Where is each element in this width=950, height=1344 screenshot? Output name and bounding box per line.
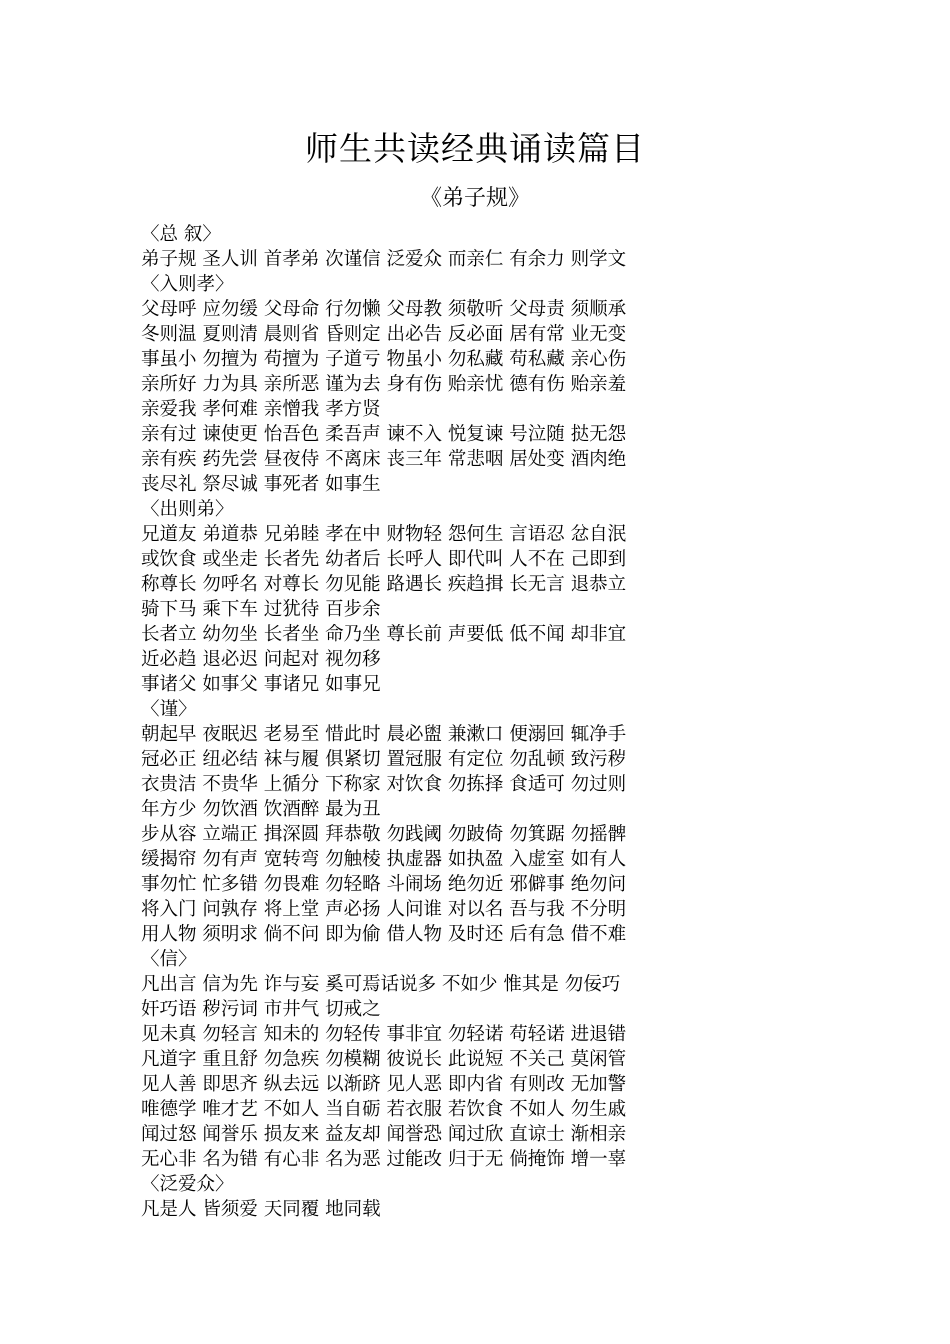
verse-line: 见人善 即思齐 纵去远 以渐跻 见人恶 即内省 有则改 无加警 — [141, 1074, 627, 1095]
verse-line: 亲有疾 药先尝 昼夜侍 不离床 丧三年 常悲咽 居处变 酒肉绝 — [141, 449, 627, 470]
verse-line: 年方少 勿饮酒 饮酒醉 最为丑 — [141, 799, 381, 820]
verse-line: 见未真 勿轻言 知未的 勿轻传 事非宜 勿轻诺 苟轻诺 进退错 — [141, 1024, 627, 1045]
verse-line: 亲有过 谏使更 怡吾色 柔吾声 谏不入 悦复谏 号泣随 挞无怨 — [141, 424, 627, 445]
verse-line: 事勿忙 忙多错 勿畏难 勿轻略 斗闹场 绝勿近 邪僻事 绝勿问 — [141, 874, 627, 895]
page-title: 师生共读经典诵读篇目 — [305, 129, 645, 168]
verse-line: 兄道友 弟道恭 兄弟睦 孝在中 财物轻 怨何生 言语忍 忿自泯 — [141, 524, 627, 545]
verse-line: 近必趋 退必迟 问起对 视勿移 — [141, 649, 381, 670]
verse-body — [141, 222, 781, 1222]
verse-line: 朝起早 夜眠迟 老易至 惜此时 晨必盥 兼漱口 便溺回 辄净手 — [141, 724, 627, 745]
verse-line: 弟子规 圣人训 首孝弟 次谨信 泛爱众 而亲仁 有余力 则学文 — [141, 249, 627, 270]
verse-line: 父母呼 应勿缓 父母命 行勿懒 父母教 须敬听 父母责 须顺承 — [141, 299, 627, 320]
verse-line: 长者立 幼勿坐 长者坐 命乃坐 尊长前 声要低 低不闻 却非宜 — [141, 624, 627, 645]
verse-line: 凡道字 重且舒 勿急疾 勿模糊 彼说长 此说短 不关己 莫闲管 — [141, 1049, 627, 1070]
verse-line: 凡是人 皆须爱 天同覆 地同载 — [141, 1199, 381, 1220]
verse-line: 无心非 名为错 有心非 名为恶 过能改 归于无 倘掩饰 增一辜 — [141, 1149, 627, 1170]
verse-line: 步从容 立端正 揖深圆 拜恭敬 勿践阈 勿跛倚 勿箕踞 勿摇髀 — [141, 824, 627, 845]
verse-line: 凡出言 信为先 诈与妄 奚可焉话说多 不如少 惟其是 勿佞巧 — [141, 974, 621, 995]
verse-line: 衣贵洁 不贵华 上循分 下称家 对饮食 勿拣择 食适可 勿过则 — [141, 774, 627, 795]
verse-line: 奸巧语 秽污词 市井气 切戒之 — [141, 999, 381, 1020]
verse-line: 将入门 问孰存 将上堂 声必扬 人问谁 对以名 吾与我 不分明 — [141, 899, 627, 920]
verse-line: 闻过怒 闻誉乐 损友来 益友却 闻誉恐 闻过欣 直谅士 渐相亲 — [141, 1124, 627, 1145]
verse-line: 用人物 须明求 倘不问 即为偷 借人物 及时还 后有急 借不难 — [141, 924, 627, 945]
verse-line: 事诸父 如事父 事诸兄 如事兄 — [141, 674, 381, 695]
verse-line: 骑下马 乘下车 过犹待 百步余 — [141, 599, 381, 620]
section-heading: 〈入则孝〉 — [141, 274, 234, 295]
verse-line: 冬则温 夏则清 晨则省 昏则定 出必告 反必面 居有常 业无变 — [141, 324, 627, 345]
verse-line: 缓揭帘 勿有声 宽转弯 勿触棱 执虚器 如执盈 入虚室 如有人 — [141, 849, 627, 870]
section-heading: 〈信〉 — [141, 949, 197, 970]
verse-line: 冠必正 纽必结 袜与履 俱紧切 置冠服 有定位 勿乱顿 致污秽 — [141, 749, 627, 770]
section-heading: 〈出则弟〉 — [141, 499, 234, 520]
verse-line: 称尊长 勿呼名 对尊长 勿见能 路遇长 疾趋揖 长无言 退恭立 — [141, 574, 627, 595]
verse-line: 亲爱我 孝何难 亲憎我 孝方贤 — [141, 399, 381, 420]
verse-line: 或饮食 或坐走 长者先 幼者后 长呼人 即代叫 人不在 己即到 — [141, 549, 627, 570]
section-heading: 〈总 叙〉 — [141, 224, 221, 245]
verse-line: 事虽小 勿擅为 苟擅为 子道亏 物虽小 勿私藏 苟私藏 亲心伤 — [141, 349, 627, 370]
verse-line: 唯德学 唯才艺 不如人 当自砺 若衣服 若饮食 不如人 勿生戚 — [141, 1099, 627, 1120]
section-heading: 〈泛爱众〉 — [141, 1174, 234, 1195]
book-title: 《弟子规》 — [419, 186, 530, 211]
section-heading: 〈谨〉 — [141, 699, 197, 720]
verse-line: 亲所好 力为具 亲所恶 谨为去 身有伤 贻亲忧 德有伤 贻亲羞 — [141, 374, 627, 395]
verse-line: 丧尽礼 祭尽诚 事死者 如事生 — [141, 474, 381, 495]
